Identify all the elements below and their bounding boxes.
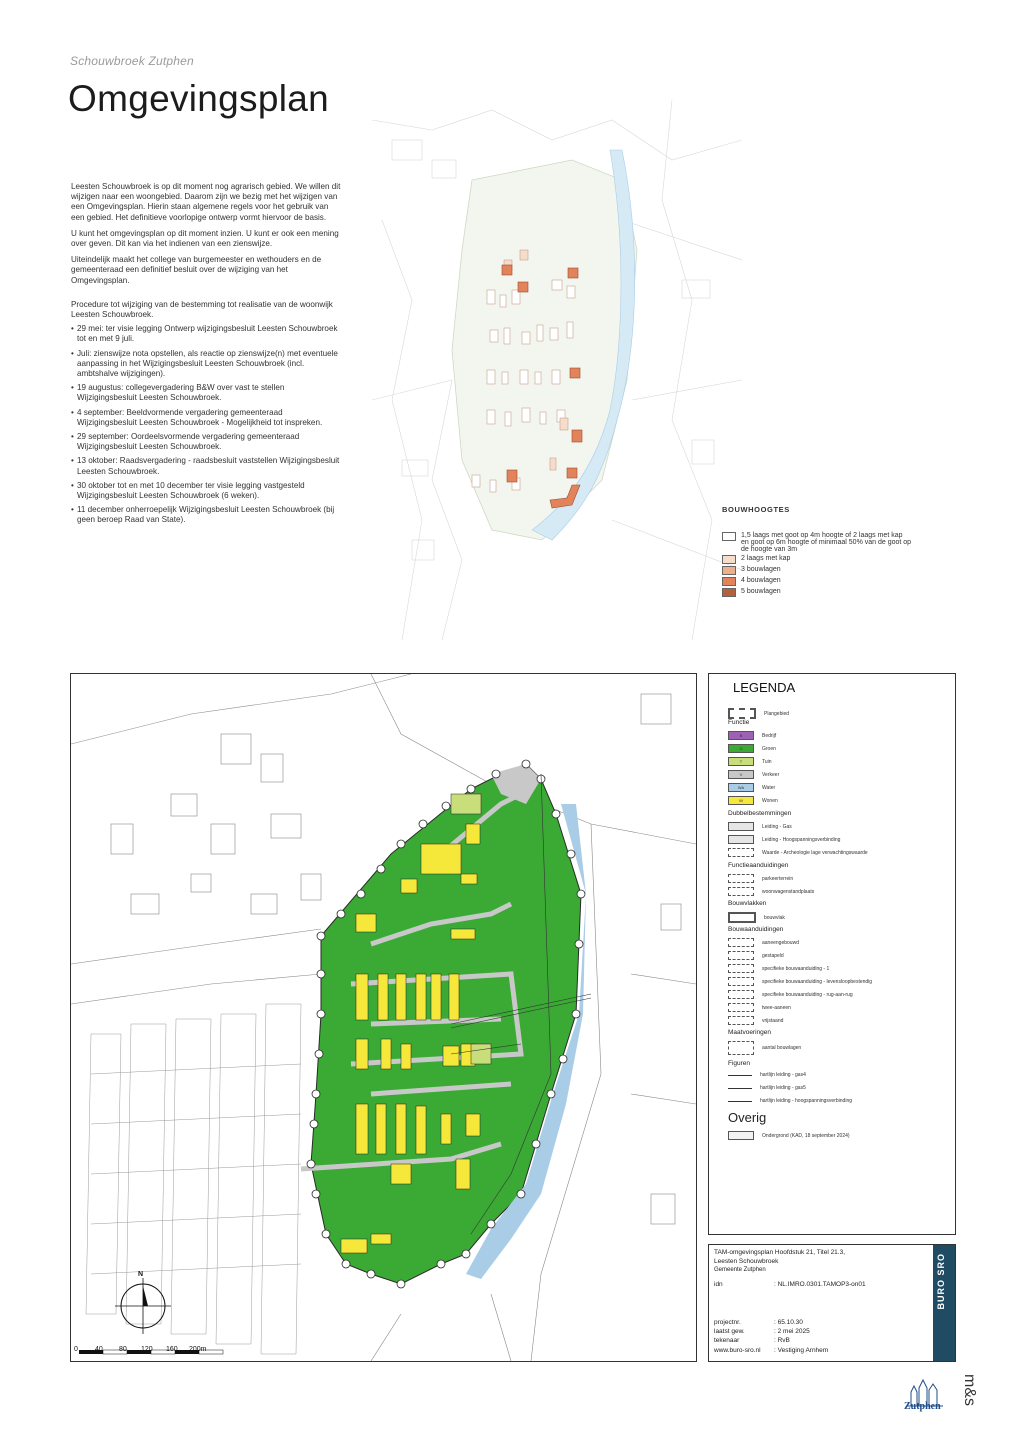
- swatch: T: [728, 757, 754, 766]
- legend-label: Leiding - Gas: [762, 823, 792, 830]
- partner-logo: m&s: [961, 1374, 978, 1406]
- legend-label: vrijstaand: [762, 1017, 784, 1024]
- legend-item: [728, 938, 799, 947]
- legend-section: Functieaanduidingen: [728, 862, 789, 869]
- legend-label: 5 bouwlagen: [741, 588, 781, 595]
- logo-text: BURO SRO: [936, 1253, 946, 1310]
- legend-item: [728, 757, 772, 766]
- swatch: [728, 1041, 754, 1055]
- legend-section: Overig: [728, 1110, 767, 1125]
- swatch: [728, 912, 756, 923]
- list-item: • 30 oktober tot en met 10 december ter visie legging vastgesteld Wijzigingsbesluit Leesten Schouwbroek (6 weken).: [71, 481, 341, 501]
- info-row: [714, 1347, 828, 1354]
- legend-label: specifieke bouwaanduiding - levensloopbestendig: [762, 978, 873, 985]
- list-item: • 4 september: Beeldvormende vergadering gemeenteraad Wijzigingsbesluit Leesten Schouwbroek - Mogelijkheid tot inspreken.: [71, 408, 341, 428]
- municipality: Gemeente Zutphen: [714, 1267, 766, 1273]
- legend-item: [728, 1085, 806, 1091]
- north-label: N: [138, 1271, 144, 1278]
- legend-section: Maatvoeringen: [728, 1029, 771, 1036]
- intro-text: [71, 182, 341, 530]
- list-item: • 11 december onherroepelijk Wijzigingsbesluit Leesten Schouwbroek (bij geen beroep Raad van State).: [71, 505, 341, 525]
- bouwhoogtes-legend: [722, 505, 912, 599]
- legend-item: [728, 731, 776, 740]
- info-row: [714, 1337, 790, 1344]
- legend-item: [728, 874, 793, 883]
- list-item: • Juli: zienswijze nota opstellen, als reactie op zienswijze(n) met eventuele aanpassing in het Wijzigingsbesluit Leesten Schouwbroek (incl. ambtshalve wijzigingen).: [71, 349, 341, 380]
- info-value: : Vestiging Arnhem: [774, 1347, 829, 1354]
- info-value: : 65.10.30: [774, 1319, 803, 1326]
- legend-label: woonwagenstandplaats: [762, 888, 815, 895]
- swatch: [728, 964, 754, 973]
- intro-paragraph: Leesten Schouwbroek is op dit moment nog agrarisch gebied. We willen dit wijzigen naar een woongebied. Daarom zijn we bezig met het wijzigen van een Omgevingsplan. Hierin staan algemene regels voor het gebruik van een gebied. Het definitieve voorlopige ontwerp vormt hiervoor de basis.: [71, 182, 341, 222]
- swatch: [728, 822, 754, 831]
- bouwhoogtes-title: BOUWHOOGTES: [722, 505, 790, 514]
- swatch: [728, 1075, 752, 1076]
- legend-item: [728, 990, 853, 999]
- swatch: [728, 1101, 752, 1102]
- info-key: idn: [714, 1281, 723, 1288]
- scale-tick: 200m: [189, 1346, 207, 1353]
- scale-tick: 80: [119, 1346, 127, 1353]
- legend-item: [728, 744, 776, 753]
- swatch: [722, 555, 736, 564]
- legend-label: Wonen: [762, 797, 778, 804]
- swatch: [728, 1088, 752, 1089]
- list-item: • 29 september: Oordeelsvormende vergadering gemeenteraad Wijzigingsbesluit Leesten Schouwbroek.: [71, 432, 341, 452]
- legend-item: [728, 835, 840, 844]
- legend-item: [722, 555, 912, 564]
- scale-tick: 0: [74, 1346, 78, 1353]
- swatch: [722, 588, 736, 597]
- legend-label: parkeerterrein: [762, 875, 794, 882]
- legend-item: [722, 588, 912, 597]
- legend-label: Leiding - Hoogspanningsverbinding: [762, 836, 841, 843]
- legend-section: Functie: [728, 719, 750, 726]
- swatch: B: [728, 731, 754, 740]
- list-item: • 29 mei: ter visie legging Ontwerp wijzigingsbesluit Leesten Schouwbroek tot en met 9 juli.: [71, 324, 341, 344]
- legend-title: LEGENDA: [733, 680, 796, 695]
- legend-label: 3 bouwlagen: [741, 566, 781, 573]
- swatch: [728, 1016, 754, 1025]
- swatch: [728, 990, 754, 999]
- legend-label: bouwvlak: [764, 914, 785, 921]
- legend-label: Water: [762, 784, 776, 791]
- legend-label: specifieke bouwaanduiding - 1: [762, 965, 830, 972]
- legend-item: [728, 822, 792, 831]
- legend-label: Verkeer: [762, 771, 780, 778]
- project-title: TAM-omgevingsplan Hoofdstuk 21, Titel 21.3,: [714, 1249, 846, 1256]
- title-block: [708, 1244, 956, 1362]
- overview-map: [372, 100, 742, 640]
- legend-section: Dubbelbestemmingen: [728, 810, 792, 817]
- legend-panel: [708, 673, 956, 1235]
- legend-item: [728, 912, 785, 923]
- intro-paragraph: Uiteindelijk maakt het college van burgemeester en wethouders en de gemeenteraad een definitief besluit over de wijziging van het Omgevingsplan.: [71, 255, 322, 285]
- swatch: [722, 577, 736, 586]
- swatch: [728, 1131, 754, 1140]
- legend-label: hartlijn leiding - hoogspanningsverbinding: [760, 1098, 853, 1104]
- legend-label: gestapeld: [762, 952, 784, 959]
- info-row: [714, 1328, 810, 1335]
- legend-item: [728, 770, 779, 779]
- legend-label: Plangebied: [764, 710, 790, 717]
- swatch: [722, 532, 736, 541]
- legend-item: [728, 1131, 850, 1140]
- zutphen-logo-text: Zutphen: [904, 1401, 941, 1412]
- legend-label: hartlijn leiding - gas5: [760, 1085, 806, 1091]
- project-subtitle: Leesten Schouwbroek: [714, 1258, 779, 1265]
- legend-label: Bedrijf: [762, 732, 777, 739]
- intro-paragraph: Procedure tot wijziging van de bestemming tot realisatie van de woonwijk Leesten Schouwbroek.: [71, 299, 333, 320]
- intro-paragraph: U kunt het omgevingsplan op dit moment inzien. U kunt er ook een mening over geven. Dit kan via het indienen van een zienswijze.: [71, 228, 339, 249]
- scale-tick: 120: [141, 1346, 153, 1353]
- legend-item: [728, 1098, 852, 1104]
- info-row: [714, 1281, 866, 1288]
- swatch: [728, 1003, 754, 1012]
- legend-item: [728, 708, 789, 719]
- info-row: [714, 1319, 803, 1326]
- legend-label: aaneengebouwd: [762, 939, 799, 946]
- legend-item: [728, 1072, 806, 1078]
- swatch: [728, 835, 754, 844]
- swatch: [728, 887, 754, 896]
- legend-item: [722, 532, 912, 553]
- legend-item: [728, 783, 775, 792]
- legend-item: [728, 1041, 801, 1055]
- legend-label: Ondergrond (KAD, 18 september 2024): [762, 1132, 850, 1139]
- swatch: [728, 848, 754, 857]
- legend-item: [722, 566, 912, 575]
- legend-label: 2 laags met kap: [741, 555, 791, 562]
- buro-sro-logo: [933, 1245, 955, 1361]
- legend-label: Tuin: [762, 758, 772, 765]
- legend-item: [728, 887, 814, 896]
- swatch: [722, 566, 736, 575]
- legend-label: aantal bouwlagen: [762, 1045, 802, 1051]
- swatch: W: [728, 796, 754, 805]
- info-key: projectnr.: [714, 1319, 741, 1326]
- legend-item: [728, 951, 784, 960]
- legend-item: [728, 964, 829, 973]
- zoning-map-svg: [71, 674, 696, 1361]
- swatch: [728, 938, 754, 947]
- legend-item: [728, 796, 778, 805]
- swatch: [728, 874, 754, 883]
- info-key: www.buro-sro.nl: [714, 1347, 761, 1354]
- legend-section: Bouwaanduidingen: [728, 926, 784, 933]
- legend-label: twee-aaneen: [762, 1004, 791, 1011]
- legend-item: [728, 977, 872, 986]
- legend-item: [728, 1016, 783, 1025]
- swatch: WA: [728, 783, 754, 792]
- scale-tick: 40: [95, 1346, 103, 1353]
- zoning-map: [70, 673, 697, 1362]
- legend-item: [722, 577, 912, 586]
- legend-label: hartlijn leiding - gas4: [760, 1072, 806, 1078]
- page-title: Omgevingsplan: [68, 78, 329, 119]
- legend-label: Waarde - Archeologie lage verwachtingswaarde: [762, 849, 868, 856]
- swatch: [728, 951, 754, 960]
- legend-label: 1,5 laags met goot op 4m hoogte of 2 laags met kap en goot op 6m hoogte of minimaal 50% van de goot op de hoogte van 3m: [741, 532, 912, 553]
- scale-tick: 160: [166, 1346, 178, 1353]
- info-key: laatst gew.: [714, 1328, 745, 1335]
- list-item: • 19 augustus: collegevergadering B&W over vast te stellen Wijzigingsbesluit Leesten Schouwbroek.: [71, 383, 341, 403]
- swatch: [728, 708, 756, 719]
- swatch: V: [728, 770, 754, 779]
- info-value: : NL.IMRO.0301.TAMOP3-on01: [774, 1281, 866, 1288]
- legend-item: [728, 1003, 791, 1012]
- compass: [115, 1278, 171, 1334]
- legend-label: Groen: [762, 745, 776, 752]
- legend-item: [728, 848, 868, 857]
- swatch: [728, 977, 754, 986]
- info-key: tekenaar: [714, 1337, 740, 1344]
- legend-section: Figuren: [728, 1060, 751, 1067]
- subtitle: Schouwbroek Zutphen: [70, 54, 194, 68]
- list-item: • 13 oktober: Raadsvergadering - raadsbesluit vaststellen Wijzigingsbesluit Leesten Schouwbroek.: [71, 456, 341, 476]
- info-value: : RvB: [774, 1337, 790, 1344]
- procedure-list: [71, 324, 341, 525]
- legend-label: specifieke bouwaanduiding - rug-aan-rug: [762, 991, 853, 998]
- legend-label: 4 bouwlagen: [741, 577, 781, 584]
- info-value: : 2 mei 2025: [774, 1328, 810, 1335]
- legend-section: Bouwvlakken: [728, 900, 767, 907]
- swatch: G: [728, 744, 754, 753]
